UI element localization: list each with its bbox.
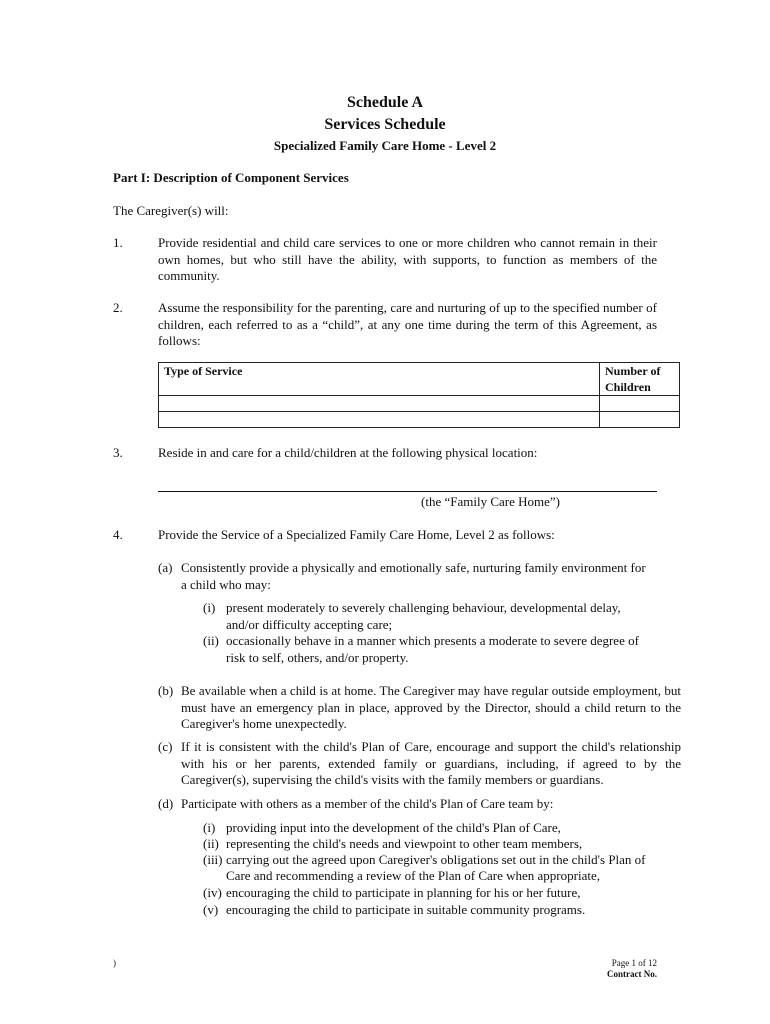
sub-a-i-label: (i) — [203, 600, 216, 615]
location-signature-line[interactable] — [158, 491, 657, 492]
number-of-children-header — [600, 363, 680, 396]
number-header-line2: Children — [605, 379, 651, 394]
item-2-number: 2. — [113, 300, 123, 315]
sub-d-ii-label: (ii) — [203, 836, 219, 851]
sub-a-i-line2: and/or difficulty accepting care; — [226, 617, 393, 632]
location-caption: (the “Family Care Home”) — [421, 494, 560, 509]
sub-d-v-label: (v) — [203, 902, 219, 917]
contract-number: Contract No. — [607, 969, 657, 979]
sub-a-i-line1: present moderately to severely challenging behaviour, developmental delay, — [226, 600, 621, 615]
sub-a-ii-line1: occasionally behave in a manner which presents a moderate to severe degree of — [226, 633, 639, 648]
sub-d-v-text: encouraging the child to participate in suitable community programs. — [226, 902, 586, 917]
item-1-number: 1. — [113, 235, 123, 250]
sub-b-text: Be available when a child is at home. The Caregiver may have regular outside employment, but must have an emergency plan in place, approved by the Director, should a child return to the Caregiver's home unexpectedly. — [181, 683, 681, 732]
item-2-text: Assume the responsibility for the parenting, care and nurturing of up to the specified number of children, each referred to as a “child”, at any one time during the term of this Agreement, as follows: — [158, 300, 657, 349]
sub-d-iv-text: encouraging the child to participate in planning for his or her future, — [226, 885, 581, 900]
sub-d-iii-label: (iii) — [203, 852, 223, 867]
sub-a-label: (a) — [158, 560, 173, 575]
number-header-line1: Number of — [605, 364, 661, 378]
service-table-header-row — [159, 363, 680, 396]
service-count-cell[interactable] — [600, 412, 680, 428]
sub-d-i-label: (i) — [203, 820, 216, 835]
sub-c-label: (c) — [158, 739, 173, 754]
sub-d-iii-line2: Care and recommending a review of the Plan of Care when appropriate, — [226, 868, 600, 883]
sub-a-ii-line2: risk to self, others, and/or property. — [226, 650, 409, 665]
program-title: Specialized Family Care Home - Level 2 — [273, 138, 497, 153]
service-table — [158, 362, 680, 428]
part1-heading: Part I: Description of Component Services — [113, 170, 349, 185]
item-3-text: Reside in and care for a child/children at the following physical location: — [158, 445, 538, 460]
footer-left-mark: ) — [113, 958, 116, 968]
schedule-title: Schedule A — [346, 94, 423, 111]
sub-d-iv-label: (iv) — [203, 885, 222, 900]
part1-intro: The Caregiver(s) will: — [113, 203, 229, 218]
item-3-number: 3. — [113, 445, 123, 460]
sub-d-iii-line1: carrying out the agreed upon Caregiver's obligations set out in the child's Plan of — [226, 852, 646, 867]
service-type-cell[interactable] — [159, 396, 600, 412]
item-4-text: Provide the Service of a Specialized Family Care Home, Level 2 as follows: — [158, 527, 555, 542]
service-table-row — [159, 412, 680, 428]
service-type-cell[interactable] — [159, 412, 600, 428]
item-1-text: Provide residential and child care services to one or more children who cannot remain in their own homes, but who still have the ability, with supports, to function as members of the community. — [158, 235, 657, 284]
sub-b-label: (b) — [158, 683, 174, 698]
sub-a-line1: Consistently provide a physically and emotionally safe, nurturing family environment for — [181, 560, 646, 575]
item-4-number: 4. — [113, 527, 123, 542]
sub-d-ii-text: representing the child's needs and viewpoint to other team members, — [226, 836, 583, 851]
sub-a-ii-label: (ii) — [203, 633, 219, 648]
service-table-row — [159, 396, 680, 412]
type-of-service-header: Type of Service — [159, 363, 600, 396]
sub-c-text: If it is consistent with the child's Plan of Care, encourage and support the child's relationship with his or her parents, extended family or guardians, including, if agreed to by the Caregiver(s), supervising the child's visits with the family members or guardians. — [181, 739, 681, 788]
sub-d-label: (d) — [158, 796, 174, 811]
schedule-subtitle: Services Schedule — [324, 116, 446, 133]
service-count-cell[interactable] — [600, 396, 680, 412]
sub-d-i-text: providing input into the development of the child's Plan of Care, — [226, 820, 561, 835]
sub-a-line2: a child who may: — [181, 577, 271, 592]
page-number: Page 1 of 12 — [611, 958, 657, 968]
sub-d-text: Participate with others as a member of the child's Plan of Care team by: — [181, 796, 554, 811]
